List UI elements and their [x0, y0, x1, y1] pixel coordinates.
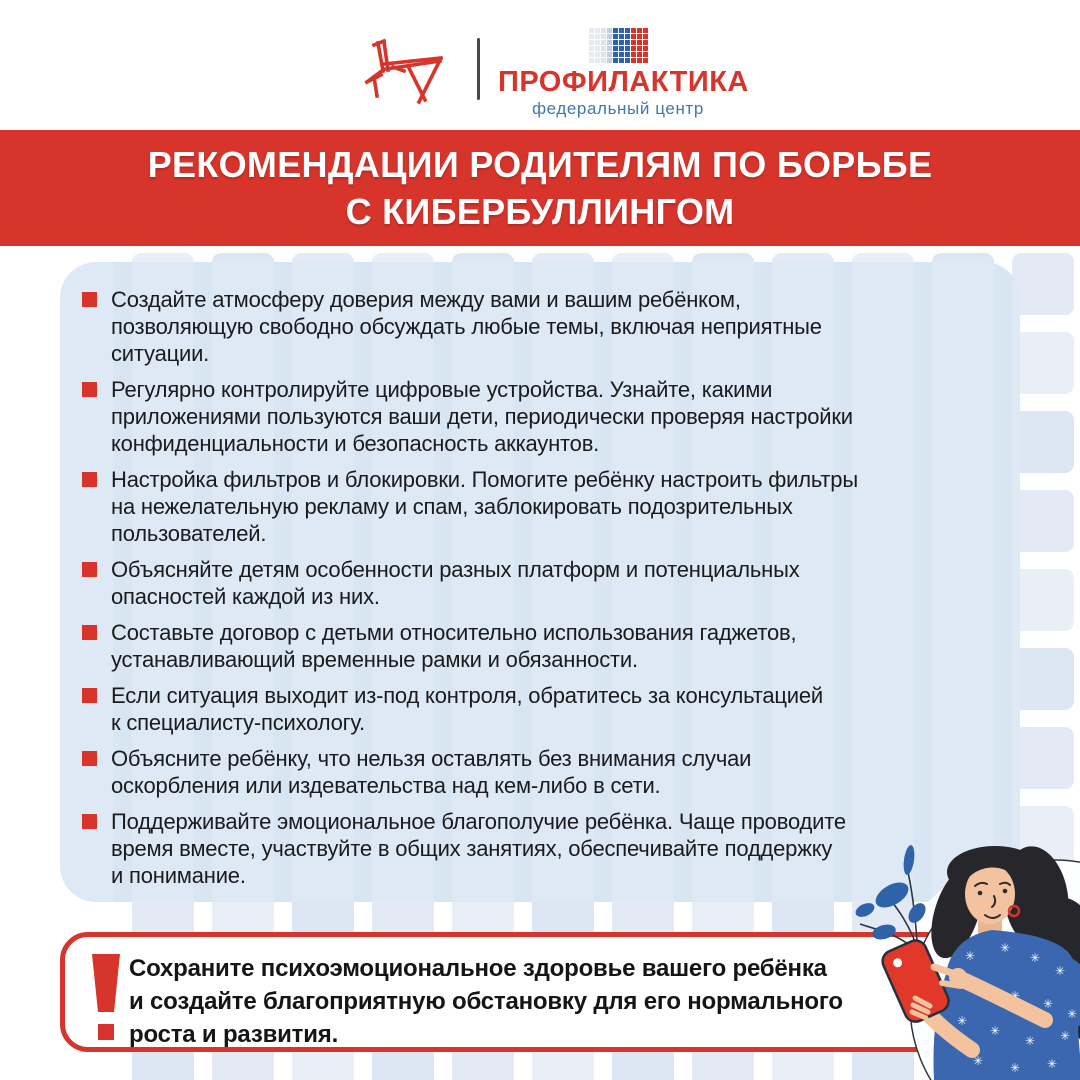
pixel-cell	[637, 28, 642, 33]
logo-divider	[477, 38, 480, 100]
recommendations-list	[82, 286, 992, 889]
pixel-grid-icon	[589, 28, 648, 63]
pixel-cell	[631, 40, 636, 45]
text-line: на нежелательную рекламу и спам, заблокировать подозрительных	[111, 494, 793, 519]
star-icon: ✳	[1009, 1061, 1021, 1075]
title-banner	[0, 130, 1080, 246]
callout-text	[129, 952, 843, 1051]
text-line: время вместе, участвуйте в общих занятиях, обеспечивайте поддержку	[111, 836, 833, 861]
pixel-cell	[625, 46, 630, 51]
pixel-cell	[637, 40, 642, 45]
square-bullet-icon	[82, 562, 97, 577]
pixel-cell	[631, 28, 636, 33]
pixel-cell	[601, 46, 606, 51]
pixel-cell	[631, 34, 636, 39]
pixel-cell	[619, 52, 624, 57]
text-line: к специалисту-психологу.	[111, 710, 365, 735]
pixel-cell	[595, 52, 600, 57]
pixel-cell	[607, 58, 612, 63]
exclamation-icon	[89, 954, 123, 1044]
list-item-text	[111, 376, 853, 457]
list-item-text	[111, 808, 846, 889]
text-line: Поддерживайте эмоциональное благополучие ребёнка. Чаще проводите	[111, 809, 846, 834]
pixel-cell	[637, 46, 642, 51]
list-item	[82, 376, 992, 457]
pixel-cell	[595, 40, 600, 45]
star-icon: ✳	[1059, 1029, 1071, 1043]
star-icon: ✳	[974, 979, 986, 993]
pixel-cell	[643, 46, 648, 51]
list-item-text	[111, 745, 751, 799]
pixel-cell	[637, 34, 642, 39]
pixel-cell	[595, 58, 600, 63]
star-icon: ✳	[1024, 1034, 1036, 1048]
star-icon: ✳	[989, 1024, 1001, 1038]
pixel-cell	[619, 46, 624, 51]
text-line: устанавливающий временные рамки и обязанности.	[111, 647, 638, 672]
callout-line: и создайте благоприятную обстановку для его нормального	[129, 988, 843, 1015]
list-item-text	[111, 556, 800, 610]
text-line: Регулярно контролируйте цифровые устройства. Узнайте, какими	[111, 377, 773, 402]
star-icon: ✳	[1029, 951, 1041, 965]
pixel-cell	[607, 46, 612, 51]
pixel-cell	[643, 58, 648, 63]
mosaic-tile	[1012, 648, 1074, 710]
star-icon: ✳	[1046, 1057, 1058, 1071]
star-icon: ✳	[999, 941, 1011, 955]
list-item	[82, 745, 992, 799]
list-item	[82, 619, 992, 673]
list-item-text	[111, 619, 796, 673]
text-line: Настройка фильтров и блокировки. Помогите ребёнку настроить фильтры	[111, 467, 858, 492]
leaf-sprig-icon	[853, 844, 929, 955]
pixel-cell	[619, 58, 624, 63]
star-icon: ✳	[972, 1054, 984, 1068]
star-icon: ✳	[956, 1014, 968, 1028]
text-line: Составьте договор с детьми относительно использования гаджетов,	[111, 620, 797, 645]
pixel-cell	[607, 52, 612, 57]
pixel-cell	[643, 40, 648, 45]
pixel-cell	[643, 52, 648, 57]
mosaic-tile	[1012, 332, 1074, 394]
pixel-cell	[613, 40, 618, 45]
list-item	[82, 286, 992, 367]
list-item-text	[111, 466, 858, 547]
pixel-cell	[643, 28, 648, 33]
pixel-cell	[595, 34, 600, 39]
pixel-cell	[637, 52, 642, 57]
text-line: пользователей.	[111, 521, 267, 546]
star-icon: ✳	[964, 949, 976, 963]
callout-line: Сохраните психоэмоциональное здоровье вашего ребёнка	[129, 955, 827, 982]
list-item	[82, 682, 992, 736]
text-line: Объясняйте детям особенности разных платформ и потенциальных	[111, 557, 800, 582]
mosaic-tile	[1012, 253, 1074, 315]
pixel-cell	[601, 28, 606, 33]
text-line: Создайте атмосферу доверия между вами и вашим ребёнком,	[111, 287, 741, 312]
header	[0, 0, 1080, 130]
pixel-cell	[619, 28, 624, 33]
pixel-cell	[625, 58, 630, 63]
woman-texting-illustration	[820, 840, 1080, 1080]
square-bullet-icon	[82, 382, 97, 397]
star-icon: ✳	[1042, 997, 1054, 1011]
text-line: опасностей каждой из них.	[111, 584, 380, 609]
pixel-cell	[613, 58, 618, 63]
brand-subtitle: федеральный центр	[532, 99, 704, 118]
pixel-cell	[631, 58, 636, 63]
mosaic-tile	[1012, 569, 1074, 631]
text-line: Если ситуация выходит из-под контроля, обратитесь за консультацией	[111, 683, 824, 708]
list-item-text	[111, 286, 822, 367]
pixel-cell	[595, 46, 600, 51]
pixel-cell	[589, 52, 594, 57]
mosaic-tile	[1012, 490, 1074, 552]
pixel-cell	[619, 40, 624, 45]
pixel-cell	[613, 28, 618, 33]
text-line: приложениями пользуются ваши дети, периодически проверяя настройки	[111, 404, 853, 429]
pixel-cell	[643, 34, 648, 39]
page-title	[148, 141, 933, 235]
profilaktika-logo	[498, 20, 749, 119]
callout-line: роста и развития.	[129, 1021, 339, 1048]
star-icon: ✳	[1066, 1007, 1078, 1021]
pixel-cell	[631, 52, 636, 57]
square-bullet-icon	[82, 292, 97, 307]
pixel-cell	[625, 52, 630, 57]
pixel-cell	[589, 34, 594, 39]
pixel-cell	[637, 58, 642, 63]
square-bullet-icon	[82, 814, 97, 829]
pixel-cell	[589, 46, 594, 51]
pixel-cell	[601, 58, 606, 63]
star-icon: ✳	[1054, 964, 1066, 978]
text-line: и понимание.	[111, 863, 246, 888]
mosaic-tile	[1012, 727, 1074, 789]
pixel-cell	[613, 34, 618, 39]
pixel-cell	[607, 34, 612, 39]
list-item-text	[111, 682, 823, 736]
pixel-cell	[589, 58, 594, 63]
text-line: позволяющую свободно обсуждать любые темы, включая неприятные	[111, 314, 822, 339]
square-bullet-icon	[82, 625, 97, 640]
square-bullet-icon	[82, 472, 97, 487]
pixel-cell	[625, 34, 630, 39]
pixel-cell	[589, 40, 594, 45]
text-line: Объясните ребёнку, что нельзя оставлять без внимания случаи	[111, 746, 752, 771]
pixel-cell	[601, 34, 606, 39]
pixel-cell	[619, 34, 624, 39]
brand-title: ПРОФИЛАКТИКА	[498, 66, 749, 98]
pixel-cell	[625, 28, 630, 33]
pixel-cell	[613, 46, 618, 51]
pixel-cell	[607, 28, 612, 33]
text-line: ситуации.	[111, 341, 210, 366]
pixel-cell	[601, 52, 606, 57]
pixel-cell	[631, 46, 636, 51]
text-line: оскорбления или издевательства над кем-либо в сети.	[111, 773, 661, 798]
star-icon: ✳	[1009, 989, 1021, 1003]
chair-line-art-icon	[356, 26, 466, 118]
list-item	[82, 466, 992, 547]
pixel-cell	[595, 28, 600, 33]
mosaic-tile	[1012, 411, 1074, 473]
pixel-cell	[613, 52, 618, 57]
list-item	[82, 556, 992, 610]
square-bullet-icon	[82, 751, 97, 766]
pixel-cell	[601, 40, 606, 45]
pixel-cell	[625, 40, 630, 45]
title-line: С КИБЕРБУЛЛИНГОМ	[345, 191, 735, 232]
recommendations-panel	[60, 262, 1020, 902]
pixel-cell	[607, 40, 612, 45]
text-line: конфиденциальности и безопасность аккаунтов.	[111, 431, 600, 456]
title-line: РЕКОМЕНДАЦИИ РОДИТЕЛЯМ ПО БОРЬБЕ	[147, 144, 933, 185]
pixel-cell	[589, 28, 594, 33]
square-bullet-icon	[82, 688, 97, 703]
